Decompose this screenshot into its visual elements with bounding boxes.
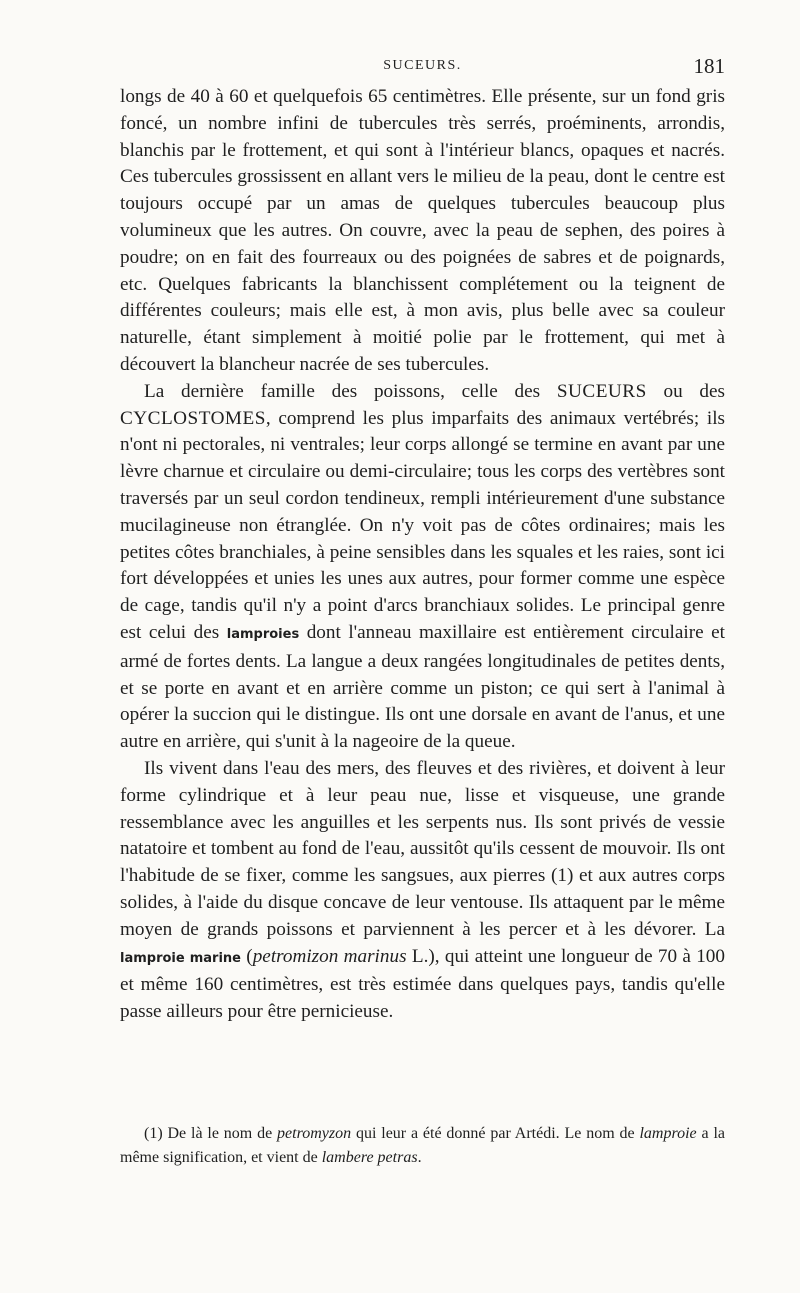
paragraph-2-text-b: ou des bbox=[646, 380, 725, 402]
term-cyclostomes: CYCLOSTOMES bbox=[120, 407, 266, 429]
footnote-text-d: . bbox=[417, 1149, 422, 1166]
paragraph-3 bbox=[120, 756, 725, 1026]
body-text bbox=[120, 84, 725, 1026]
paragraph-2-text-a: La dernière famille des poissons, celle des bbox=[144, 380, 557, 402]
term-lamproies: lamproies bbox=[226, 626, 300, 642]
footnote-text-c: a la même signification, et vient de bbox=[120, 1125, 726, 1166]
running-title: SUCEURS. bbox=[383, 58, 462, 73]
footnote-term-lamproie: lamproie bbox=[639, 1125, 697, 1142]
footnote-text-a: (1) De là le nom de bbox=[144, 1125, 278, 1142]
paragraph-3-text-b: ( bbox=[241, 945, 253, 967]
paragraph-1-text: longs de 40 à 60 et quelquefois 65 centimètres. Elle présente, sur un fond gris foncé, un nombre infini de tubercules très serrés, proéminents, arrondis, blanchis par le frottement, et qui sont à l'intérieur blancs, opaques et nacrés. Ces tubercules grossissent en allant vers le milieu de la peau, dont le centre est toujours occupé par un amas de quelques tubercules beaucoup plus volumineux que les autres. On couvre, avec la peau de sephen, des poires à poudre; on en fait des fourreaux ou des poignées de sabres et de poignards, etc. Quelques fabricants la blanchissent complétement ou la teignent de différentes couleurs; mais elle est, à mon avis, plus belle avec sa couleur naturelle, étant simplement à moitié polie par le frottement, qui met à découvert la blancheur nacrée de ses tubercules. bbox=[120, 86, 725, 375]
footnote-term-petromyzon: petromyzon bbox=[277, 1125, 352, 1142]
term-suceurs: SUCEURS bbox=[556, 380, 647, 402]
paragraph-3-text-a: Ils vivent dans l'eau des mers, des fleuves et des rivières, et doivent à leur forme cylindrique et à leur peau nue, lisse et visqueuse, une grande ressemblance avec les anguilles et les serpents nus. Ils sont privés de vessie natatoire et tombent au fond de l'eau, aussitôt qu'ils cessent de mouvoir. Ils ont l'habitude de se fixer, comme les sangsues, aux pierres (1) et aux autres corps solides, à l'aide du disque concave de leur ventouse. Ils attaquent par le même moyen de grands poissons et parviennent à les percer et à les dévorer. La bbox=[120, 757, 725, 940]
term-lamproie-marine: lamproie marine bbox=[120, 950, 241, 966]
footnote bbox=[120, 1122, 725, 1170]
page-number: 181 bbox=[693, 54, 725, 78]
paragraph-1 bbox=[120, 84, 725, 379]
footnote-text-b: qui leur a été donné par Artédi. Le nom de bbox=[351, 1125, 640, 1142]
paragraph-2-text-d: dont l'anneau maxillaire est entièrement circulaire et armé de fortes dents. La langue a deux rangées longitudinales de petites dents, et se porte en avant et en arrière comme un piston; ce qui sert à l'animal à opérer la succion qui le distingue. Ils ont une dorsale en avant de l'anus, et une autre en arrière, qui s'unit à la nageoire de la queue. bbox=[120, 621, 725, 753]
paragraph-3-text-c: L.), qui atteint une longueur de 70 à 100 et même 160 centimètres, est très estimée dans quelques pays, tandis qu'elle passe ailleurs pour être pernicieuse. bbox=[120, 945, 725, 1023]
page-header bbox=[120, 56, 725, 84]
footnote-1 bbox=[120, 1122, 725, 1170]
term-petromizon-marinus: petromizon marinus bbox=[252, 945, 407, 967]
footnote-term-lambere-petras: lambere petras bbox=[321, 1149, 418, 1166]
paragraph-2-text-c: , comprend les plus imparfaits des animaux vertébrés; ils n'ont ni pectorales, ni ventrales; leur corps allongé se termine en avant par une lèvre charnue et circulaire ou demi-circulaire; tous les corps des vertèbres sont traversés par un seul cordon tendineux, rempli intérieurement d'une substance mucilagineuse non étranglée. On n'y voit pas de côtes ordinaires; mais les petites côtes branchiales, à peine sensibles dans les squales et les raies, sont ici fort développées et unies les unes aux autres, pour former comme une espèce de cage, tandis qu'il n'y a point d'arcs branchiaux solides. Le principal genre est celui des bbox=[120, 407, 725, 643]
paragraph-2 bbox=[120, 379, 725, 756]
